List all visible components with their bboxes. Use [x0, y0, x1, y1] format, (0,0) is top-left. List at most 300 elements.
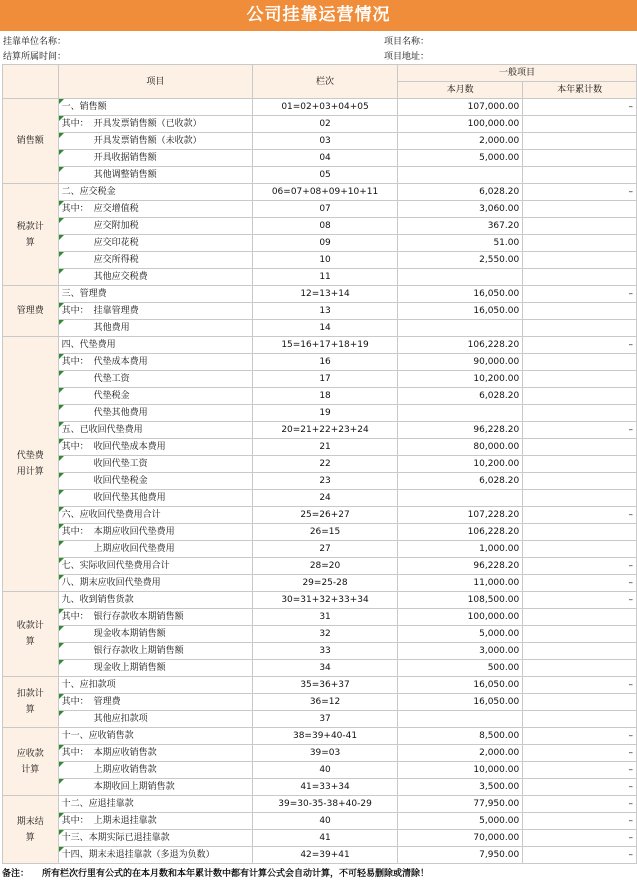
item-prefix: 其中： — [61, 612, 89, 622]
year-cumulative-cell: – — [523, 745, 637, 762]
item-cell — [58, 643, 253, 660]
item-label: 本期应收回代垫费用 — [93, 527, 175, 537]
unit-name-label: 挂靠单位名称： — [3, 37, 67, 47]
item-prefix: 其中： — [61, 527, 89, 537]
lanci-cell: 22 — [253, 456, 398, 473]
table-row — [3, 507, 637, 524]
lanci-cell: 07 — [253, 201, 398, 218]
item-prefix: 其中： — [61, 119, 89, 129]
table-row — [3, 116, 637, 133]
item-cell — [58, 337, 253, 354]
item-label: 应交印花税 — [93, 238, 139, 248]
month-value-cell: 3,060.00 — [397, 201, 522, 218]
month-value-cell: 6,028.20 — [397, 473, 522, 490]
year-cumulative-cell: – — [523, 575, 637, 592]
item-cell — [58, 371, 253, 388]
formula-marker — [59, 201, 64, 206]
category-cell: 应收款计算 — [3, 728, 59, 796]
table-row — [3, 456, 637, 473]
table-row — [3, 320, 637, 337]
item-label: 二、应交税金 — [61, 187, 116, 197]
year-cumulative-cell — [523, 388, 637, 405]
lanci-cell: 10 — [253, 252, 398, 269]
item-label: 四、代垫费用 — [61, 340, 116, 350]
item-cell — [58, 320, 253, 337]
category-cell: 期末结算 — [3, 796, 59, 864]
month-value-cell: 106,228.20 — [397, 337, 522, 354]
year-cumulative-cell: – — [523, 422, 637, 439]
item-label: 现金收本期销售额 — [93, 629, 166, 639]
item-label: 本期应收销售款 — [93, 748, 157, 758]
item-cell — [58, 456, 253, 473]
item-cell — [58, 762, 253, 779]
year-cumulative-cell: – — [523, 728, 637, 745]
item-label: 应交附加税 — [93, 221, 139, 231]
formula-marker — [59, 320, 64, 325]
year-cumulative-cell — [523, 235, 637, 252]
item-cell — [58, 354, 253, 371]
item-cell — [58, 422, 253, 439]
item-label: 银行存款收上期销售额 — [93, 646, 184, 656]
item-cell — [58, 813, 253, 830]
month-value-cell: 11,000.00 — [397, 575, 522, 592]
item-cell — [58, 99, 253, 116]
table-row — [3, 337, 637, 354]
year-cumulative-cell — [523, 660, 637, 677]
item-label: 五、已收回代垫费用 — [61, 425, 143, 435]
year-cumulative-cell: – — [523, 99, 637, 116]
lanci-cell: 35=36+37 — [253, 677, 398, 694]
table-row — [3, 286, 637, 303]
month-value-cell: 16,050.00 — [397, 303, 522, 320]
item-prefix: 其中： — [61, 816, 89, 826]
item-label: 代垫工资 — [93, 374, 130, 384]
year-cumulative-cell — [523, 269, 637, 286]
table-row — [3, 524, 637, 541]
item-cell — [58, 490, 253, 507]
year-cumulative-cell: – — [523, 830, 637, 847]
item-label: 代垫其他费用 — [93, 408, 148, 418]
formula-marker — [59, 150, 64, 155]
item-cell — [58, 830, 253, 847]
table-row — [3, 609, 637, 626]
table-row — [3, 439, 637, 456]
item-label: 开具收据销售额 — [93, 153, 157, 163]
lanci-cell: 34 — [253, 660, 398, 677]
formula-marker — [59, 609, 64, 614]
month-value-cell: 77,950.00 — [397, 796, 522, 813]
month-value-cell: 80,000.00 — [397, 439, 522, 456]
lanci-cell: 26=15 — [253, 524, 398, 541]
item-label: 七、实际收回代垫费用合计 — [61, 561, 170, 571]
year-cumulative-cell: – — [523, 762, 637, 779]
month-value-cell: 5,000.00 — [397, 626, 522, 643]
item-label: 上期应收回代垫费用 — [93, 544, 175, 554]
item-label: 银行存款收本期销售额 — [93, 612, 184, 622]
table-row — [3, 779, 637, 796]
formula-marker — [59, 643, 64, 648]
formula-marker — [59, 422, 64, 427]
year-cumulative-cell — [523, 609, 637, 626]
lanci-cell: 09 — [253, 235, 398, 252]
table-row — [3, 133, 637, 150]
header-year-cumulative: 本年累计数 — [523, 82, 637, 99]
lanci-cell: 16 — [253, 354, 398, 371]
month-value-cell: 10,200.00 — [397, 456, 522, 473]
item-cell — [58, 269, 253, 286]
year-cumulative-cell — [523, 626, 637, 643]
item-cell — [58, 184, 253, 201]
lanci-cell: 20=21+22+23+24 — [253, 422, 398, 439]
item-label: 代垫税金 — [93, 391, 130, 401]
year-cumulative-cell — [523, 252, 637, 269]
lanci-cell: 38=39+40-41 — [253, 728, 398, 745]
lanci-cell: 01=02+03+04+05 — [253, 99, 398, 116]
formula-marker — [59, 303, 64, 308]
month-value-cell: 367.20 — [397, 218, 522, 235]
item-cell — [58, 524, 253, 541]
table-row — [3, 235, 637, 252]
operation-table — [2, 64, 637, 864]
formula-marker — [59, 439, 64, 444]
formula-marker — [59, 507, 64, 512]
table-row — [3, 201, 637, 218]
lanci-cell: 28=20 — [253, 558, 398, 575]
formula-marker — [59, 847, 64, 852]
note-label: 备注： — [2, 869, 30, 879]
item-cell — [58, 116, 253, 133]
table-row — [3, 269, 637, 286]
item-cell — [58, 558, 253, 575]
month-value-cell: 106,228.20 — [397, 524, 522, 541]
month-value-cell — [397, 405, 522, 422]
month-value-cell: 96,228.20 — [397, 422, 522, 439]
year-cumulative-cell — [523, 711, 637, 728]
lanci-cell: 39=30-35-38+40-29 — [253, 796, 398, 813]
category-cell: 扣款计算 — [3, 677, 59, 728]
formula-marker — [59, 405, 64, 410]
year-cumulative-cell — [523, 116, 637, 133]
year-cumulative-cell — [523, 201, 637, 218]
item-label: 其他费用 — [93, 323, 130, 333]
item-prefix: 其中： — [61, 697, 89, 707]
item-label: 六、应收回代垫费用合计 — [61, 510, 161, 520]
lanci-cell: 06=07+08+09+10+11 — [253, 184, 398, 201]
formula-marker — [59, 711, 64, 716]
table-row — [3, 643, 637, 660]
item-label: 十二、应退挂靠款 — [61, 799, 134, 809]
formula-marker — [59, 779, 64, 784]
table-row — [3, 303, 637, 320]
month-value-cell — [397, 269, 522, 286]
lanci-cell: 19 — [253, 405, 398, 422]
month-value-cell: 100,000.00 — [397, 116, 522, 133]
item-cell — [58, 592, 253, 609]
lanci-cell: 32 — [253, 626, 398, 643]
formula-marker — [59, 388, 64, 393]
formula-marker — [59, 218, 64, 223]
year-cumulative-cell: – — [523, 184, 637, 201]
note-text: 所有栏次行里有公式的在本月数和本年累计数中都有计算公式会自动计算，不可轻易删除或清除！ — [42, 869, 430, 879]
month-value-cell: 7,950.00 — [397, 847, 522, 864]
month-value-cell: 500.00 — [397, 660, 522, 677]
month-value-cell: 5,000.00 — [397, 150, 522, 167]
item-label: 其他调整销售额 — [93, 170, 157, 180]
item-label: 九、收到销售货款 — [61, 595, 134, 605]
item-prefix: 其中： — [61, 442, 89, 452]
table-row — [3, 762, 637, 779]
table-row — [3, 694, 637, 711]
table-row — [3, 405, 637, 422]
month-value-cell: 70,000.00 — [397, 830, 522, 847]
formula-marker — [59, 371, 64, 376]
table-row — [3, 473, 637, 490]
header-item: 项目 — [58, 65, 253, 99]
lanci-cell: 23 — [253, 473, 398, 490]
category-cell: 收款计算 — [3, 592, 59, 677]
month-value-cell: 8,500.00 — [397, 728, 522, 745]
item-cell — [58, 745, 253, 762]
item-cell — [58, 609, 253, 626]
formula-marker — [59, 490, 64, 495]
year-cumulative-cell — [523, 439, 637, 456]
category-cell: 管理费 — [3, 286, 59, 337]
year-cumulative-cell — [523, 405, 637, 422]
table-row — [3, 626, 637, 643]
table-row — [3, 847, 637, 864]
lanci-cell: 36=12 — [253, 694, 398, 711]
year-cumulative-cell — [523, 218, 637, 235]
month-value-cell: 96,228.20 — [397, 558, 522, 575]
project-name-label: 项目名称： — [384, 37, 430, 47]
month-value-cell: 16,050.00 — [397, 677, 522, 694]
item-cell — [58, 235, 253, 252]
lanci-cell: 42=39+41 — [253, 847, 398, 864]
item-label: 其他应交税费 — [93, 272, 148, 282]
month-value-cell: 2,000.00 — [397, 745, 522, 762]
month-value-cell: 100,000.00 — [397, 609, 522, 626]
formula-marker — [59, 813, 64, 818]
year-cumulative-cell: – — [523, 286, 637, 303]
lanci-cell: 30=31+32+33+34 — [253, 592, 398, 609]
table-row — [3, 354, 637, 371]
lanci-cell: 33 — [253, 643, 398, 660]
lanci-cell: 41=33+34 — [253, 779, 398, 796]
lanci-cell: 25=26+27 — [253, 507, 398, 524]
year-cumulative-cell: – — [523, 558, 637, 575]
item-label: 挂靠管理费 — [93, 306, 139, 316]
lanci-cell: 40 — [253, 762, 398, 779]
year-cumulative-cell: – — [523, 813, 637, 830]
lanci-cell: 41 — [253, 830, 398, 847]
year-cumulative-cell — [523, 473, 637, 490]
item-cell — [58, 779, 253, 796]
formula-marker — [59, 575, 64, 580]
item-cell — [58, 677, 253, 694]
month-value-cell: 107,000.00 — [397, 99, 522, 116]
item-label: 收回代垫成本费用 — [93, 442, 166, 452]
month-value-cell: 108,500.00 — [397, 592, 522, 609]
header-category — [3, 65, 59, 99]
lanci-cell: 17 — [253, 371, 398, 388]
table-row — [3, 150, 637, 167]
formula-marker — [59, 167, 64, 172]
year-cumulative-cell — [523, 643, 637, 660]
item-cell — [58, 252, 253, 269]
item-cell — [58, 473, 253, 490]
month-value-cell: 10,000.00 — [397, 762, 522, 779]
lanci-cell: 14 — [253, 320, 398, 337]
table-row — [3, 711, 637, 728]
year-cumulative-cell — [523, 150, 637, 167]
item-cell — [58, 218, 253, 235]
item-label: 收回代垫税金 — [93, 476, 148, 486]
lanci-cell: 18 — [253, 388, 398, 405]
table-row — [3, 218, 637, 235]
lanci-cell: 02 — [253, 116, 398, 133]
formula-marker — [59, 694, 64, 699]
item-label: 其他应扣款项 — [93, 714, 148, 724]
header-general-project: 一般项目 — [397, 65, 636, 82]
category-cell: 销售额 — [3, 99, 59, 184]
item-cell — [58, 507, 253, 524]
table-row — [3, 167, 637, 184]
table-row — [3, 796, 637, 813]
footer-note — [2, 866, 429, 879]
item-cell — [58, 728, 253, 745]
formula-marker — [59, 473, 64, 478]
period-label: 结算所属时间： — [3, 52, 67, 62]
item-label: 一、销售额 — [61, 102, 107, 112]
table-row — [3, 184, 637, 201]
table-row — [3, 813, 637, 830]
month-value-cell: 51.00 — [397, 235, 522, 252]
lanci-cell: 12=13+14 — [253, 286, 398, 303]
item-label: 现金收上期销售额 — [93, 663, 166, 673]
year-cumulative-cell — [523, 694, 637, 711]
year-cumulative-cell — [523, 456, 637, 473]
month-value-cell: 16,050.00 — [397, 694, 522, 711]
year-cumulative-cell: – — [523, 796, 637, 813]
formula-marker — [59, 745, 64, 750]
table-row — [3, 592, 637, 609]
item-label: 十一、应收销售款 — [61, 731, 134, 741]
item-cell — [58, 541, 253, 558]
item-cell — [58, 660, 253, 677]
year-cumulative-cell — [523, 167, 637, 184]
lanci-cell: 04 — [253, 150, 398, 167]
year-cumulative-cell — [523, 541, 637, 558]
item-cell — [58, 303, 253, 320]
month-value-cell — [397, 711, 522, 728]
month-value-cell: 2,550.00 — [397, 252, 522, 269]
item-cell — [58, 847, 253, 864]
year-cumulative-cell — [523, 320, 637, 337]
item-label: 本期收回上期销售款 — [93, 782, 175, 792]
month-value-cell: 3,000.00 — [397, 643, 522, 660]
month-value-cell: 6,028.20 — [397, 388, 522, 405]
item-label: 开具发票销售额（未收款） — [93, 136, 202, 146]
item-cell — [58, 388, 253, 405]
item-prefix: 其中： — [61, 306, 89, 316]
formula-marker — [59, 354, 64, 359]
lanci-cell: 15=16+17+18+19 — [253, 337, 398, 354]
item-cell — [58, 286, 253, 303]
month-value-cell — [397, 320, 522, 337]
formula-marker — [59, 116, 64, 121]
month-value-cell: 6,028.20 — [397, 184, 522, 201]
formula-marker — [59, 99, 64, 104]
formula-marker — [59, 558, 64, 563]
month-value-cell: 107,228.20 — [397, 507, 522, 524]
year-cumulative-cell: – — [523, 677, 637, 694]
lanci-cell: 24 — [253, 490, 398, 507]
table-row — [3, 371, 637, 388]
formula-marker — [59, 626, 64, 631]
formula-marker — [59, 524, 64, 529]
table-row — [3, 575, 637, 592]
year-cumulative-cell: – — [523, 779, 637, 796]
item-cell — [58, 711, 253, 728]
lanci-cell: 13 — [253, 303, 398, 320]
table-row — [3, 745, 637, 762]
table-row — [3, 99, 637, 116]
year-cumulative-cell — [523, 371, 637, 388]
formula-marker — [59, 660, 64, 665]
lanci-cell: 27 — [253, 541, 398, 558]
item-prefix: 其中： — [61, 748, 89, 758]
project-address-label: 项目地址： — [384, 52, 430, 62]
item-cell — [58, 133, 253, 150]
formula-marker — [59, 541, 64, 546]
lanci-cell: 40 — [253, 813, 398, 830]
formula-marker — [59, 762, 64, 767]
item-cell — [58, 405, 253, 422]
item-cell — [58, 575, 253, 592]
table-row — [3, 490, 637, 507]
month-value-cell — [397, 490, 522, 507]
table-row — [3, 541, 637, 558]
month-value-cell: 16,050.00 — [397, 286, 522, 303]
lanci-cell: 21 — [253, 439, 398, 456]
item-label: 代垫成本费用 — [93, 357, 148, 367]
item-cell — [58, 439, 253, 456]
table-row — [3, 422, 637, 439]
formula-marker — [59, 235, 64, 240]
month-value-cell — [397, 167, 522, 184]
table-row — [3, 660, 637, 677]
item-cell — [58, 201, 253, 218]
formula-marker — [59, 133, 64, 138]
table-row — [3, 558, 637, 575]
year-cumulative-cell: – — [523, 507, 637, 524]
item-label: 上期未退挂靠款 — [93, 816, 157, 826]
item-label: 上期应收销售款 — [93, 765, 157, 775]
lanci-cell: 05 — [253, 167, 398, 184]
table-row — [3, 388, 637, 405]
lanci-cell: 03 — [253, 133, 398, 150]
table-row — [3, 830, 637, 847]
year-cumulative-cell — [523, 354, 637, 371]
year-cumulative-cell — [523, 490, 637, 507]
formula-marker — [59, 830, 64, 835]
year-cumulative-cell: – — [523, 847, 637, 864]
category-cell: 代垫费用计算 — [3, 337, 59, 592]
formula-marker — [59, 252, 64, 257]
item-label: 十、应扣款项 — [61, 680, 116, 690]
item-label: 应交增值税 — [93, 204, 139, 214]
year-cumulative-cell — [523, 133, 637, 150]
